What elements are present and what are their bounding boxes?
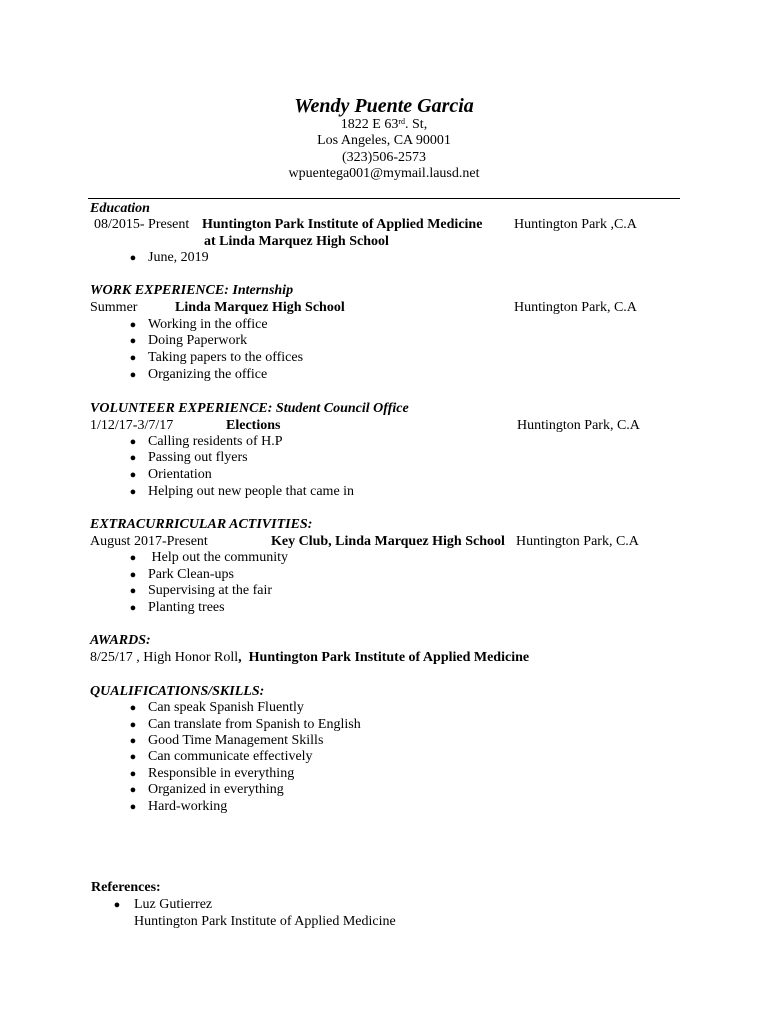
bullet-icon: ● <box>129 452 137 464</box>
address-ordinal-suffix: rd <box>398 117 406 126</box>
award-date-title: 8/25/17 , High Honor Roll <box>90 650 239 665</box>
header-divider <box>88 198 680 199</box>
volunteer-role: Elections <box>226 418 281 433</box>
bullet-icon: ● <box>129 784 137 796</box>
city-line: Los Angeles, CA 90001 <box>317 133 451 148</box>
address-line <box>0 117 768 134</box>
bullet-icon: ● <box>129 552 137 564</box>
work-organization: Linda Marquez High School <box>175 300 345 315</box>
bullet-icon: ● <box>129 369 137 381</box>
email-line: wpuentega001@mymail.lausd.net <box>288 166 480 181</box>
extracurricular-date: August 2017-Present <box>90 534 208 549</box>
bullet-icon: ● <box>129 702 137 714</box>
bullet-icon: ● <box>129 719 137 731</box>
reference-name: Luz Gutierrez <box>134 897 213 912</box>
volunteer-date: 1/12/17-3/7/17 <box>90 418 174 433</box>
award-institution: , Huntington Park Institute of Applied Medicine <box>238 650 530 665</box>
bullet-icon: ● <box>129 319 137 331</box>
award-line <box>90 650 529 667</box>
education-heading: Education <box>90 201 150 216</box>
bullet-icon: ● <box>129 486 137 498</box>
address-street: 1822 E 63 <box>340 117 399 132</box>
bullet-icon: ● <box>129 768 137 780</box>
education-school: Huntington Park Institute of Applied Medicine <box>202 217 483 232</box>
resume-name: Wendy Puente Garcia <box>294 95 474 117</box>
education-location: Huntington Park ,C.A <box>514 217 637 232</box>
education-school-line2: at Linda Marquez High School <box>204 234 389 249</box>
awards-heading: AWARDS: <box>90 633 151 648</box>
extracurricular-heading: EXTRACURRICULAR ACTIVITIES: <box>90 517 313 532</box>
bullet-icon: ● <box>129 352 137 364</box>
volunteer-location: Huntington Park, C.A <box>517 418 640 433</box>
bullet-icon: ● <box>129 569 137 581</box>
skills-heading: QUALIFICATIONS/SKILLS: <box>90 684 265 699</box>
work-heading: WORK EXPERIENCE: Internship <box>90 283 294 298</box>
volunteer-heading: VOLUNTEER EXPERIENCE: Student Council Office <box>90 401 409 416</box>
bullet-icon: ● <box>129 335 137 347</box>
education-date: 08/2015- Present <box>94 217 190 232</box>
bullet-icon: ● <box>129 585 137 597</box>
address-street-tail: . St, <box>405 117 428 132</box>
extracurricular-organization: Key Club, Linda Marquez High School <box>271 534 505 549</box>
bullet-icon: ● <box>129 735 137 747</box>
bullet-icon: ● <box>129 436 137 448</box>
reference-detail: Huntington Park Institute of Applied Medicine <box>134 914 396 929</box>
work-date: Summer <box>90 300 138 315</box>
bullet-icon: ● <box>129 469 137 481</box>
extracurricular-location: Huntington Park, C.A <box>516 534 639 549</box>
phone-line: (323)506-2573 <box>342 150 426 165</box>
bullet-icon: ● <box>129 801 137 813</box>
bullet-icon: ● <box>113 899 121 911</box>
references-heading: References: <box>91 880 161 895</box>
bullet-icon: ● <box>129 252 137 264</box>
bullet-icon: ● <box>129 602 137 614</box>
bullet-icon: ● <box>129 751 137 763</box>
work-location: Huntington Park, C.A <box>514 300 637 315</box>
